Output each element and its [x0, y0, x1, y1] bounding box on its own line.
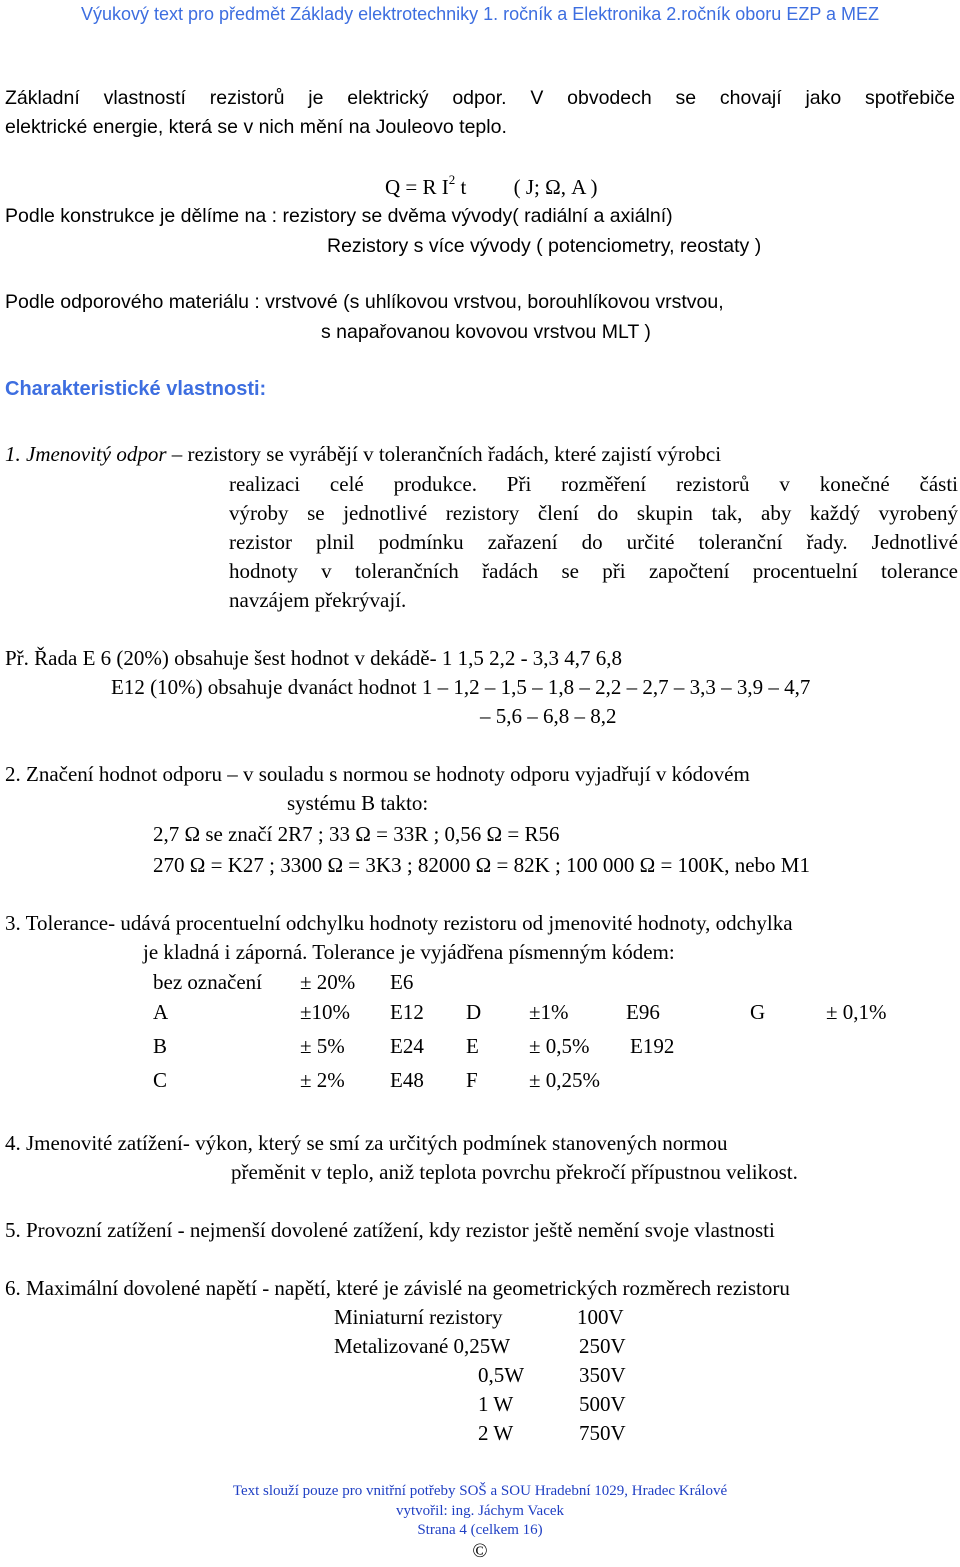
tolerance-row-2-series: E24 [390, 1034, 424, 1058]
tolerance-row-1-tol2: ±1% [529, 1000, 569, 1024]
item6-line-1: 6. Maximální dovolené napětí - napětí, které je závislé na geometrických rozměrech rezistoru [5, 1276, 790, 1300]
formula-t: t [455, 175, 467, 199]
item2-line-3: 2,7 Ω se značí 2R7 ; 33 Ω = 33R ; 0,56 Ω = R56 [153, 822, 560, 846]
voltage-row-4-value: 750V [579, 1421, 626, 1445]
material-line-2: s napařovanou kovovou vrstvou MLT ) [321, 321, 651, 343]
item1-line-4: hodnoty v tolerančních řadách se při započtení procentuelní tolerance [229, 559, 958, 583]
footer-copyright: © [472, 1540, 488, 1562]
item1-title: 1. Jmenovitý odpor [5, 442, 167, 466]
item2-line-4: 270 Ω = K27 ; 3300 Ω = 3K3 ; 82000 Ω = 82K ; 100 000 Ω = 100K, nebo M1 [153, 853, 810, 877]
tolerance-row-1-code3: G [750, 1000, 766, 1024]
intro-line-1: Základní vlastností rezistorů je elektrický odpor. V obvodech se chovají jako spotřebiče [5, 87, 955, 109]
tolerance-row-3-code2: F [466, 1068, 478, 1092]
tolerance-row-0-tol: ± 20% [300, 970, 356, 994]
tolerance-row-1-code2: D [466, 1000, 482, 1024]
voltage-row-0-label: Miniaturní rezistory [334, 1305, 503, 1329]
item3-line-2: je kladná i záporná. Tolerance je vyjádřena písmenným kódem: [143, 940, 675, 964]
tolerance-row-2-series2: E192 [630, 1034, 675, 1058]
tolerance-row-1-tol: ±10% [300, 1000, 351, 1024]
tolerance-row-1-tol3: ± 0,1% [826, 1000, 887, 1024]
voltage-row-1-value: 250V [579, 1334, 626, 1358]
tolerance-row-0-series: E6 [390, 970, 414, 994]
tolerance-row-3-tol2: ± 0,25% [529, 1068, 601, 1092]
tolerance-row-0-label: bez označení [153, 970, 263, 994]
example-line-1: Př. Řada E 6 (20%) obsahuje šest hodnot v dekádě- 1 1,5 2,2 - 3,3 4,7 6,8 [5, 646, 623, 670]
item1-first-line [5, 441, 721, 467]
joule-formula [385, 174, 597, 200]
item5-line-1: 5. Provozní zatížení - nejmenší dovolené zatížení, kdy rezistor ještě nemění svoje vlastnosti [5, 1218, 775, 1242]
item2-line-2: systému B takto: [287, 791, 429, 815]
voltage-row-0-value: 100V [577, 1305, 624, 1329]
footer-author: vytvořil: ing. Jáchym Vacek [395, 1503, 565, 1519]
item4-line-1: 4. Jmenovité zatížení- výkon, který se smí za určitých podmínek stanovených normou [5, 1131, 728, 1155]
tolerance-row-2-tol2: ± 0,5% [529, 1034, 590, 1058]
footer-note: Text slouží pouze pro vnitřní potřeby SOŠ a SOU Hradební 1029, Hradec Králové [232, 1483, 728, 1499]
example-line-3: – 5,6 – 6,8 – 8,2 [480, 704, 617, 728]
tolerance-row-3-tol: ± 2% [300, 1068, 345, 1092]
tolerance-row-1-series2: E96 [626, 1000, 660, 1024]
tolerance-row-1-series: E12 [390, 1000, 424, 1024]
tolerance-row-2-code2: E [466, 1034, 479, 1058]
item1-line-5: navzájem překrývají. [229, 588, 407, 612]
material-line-1: Podle odporového materiálu : vrstvové (s uhlíkovou vrstvou, borouhlíkovou vrstvou, [5, 291, 724, 313]
formula-exponent: 2 [448, 172, 456, 187]
item1-line-1: realizaci celé produkce. Při rozměření rezistorů v konečné části [229, 472, 958, 496]
item4-line-2: přeměnit v teplo, aniž teplota povrchu překročí přípustnou velikost. [231, 1160, 798, 1184]
tolerance-row-2-tol: ± 5% [300, 1034, 345, 1058]
voltage-row-4-label: 2 W [478, 1421, 514, 1445]
item1-line-2: výroby se jednotlivé rezistory člení do skupin tak, aby každý vyrobený [229, 501, 958, 525]
item1-line-3: rezistor plnil podmínku zařazení do určité toleranční řady. Jednotlivé [229, 530, 958, 554]
tolerance-row-3-series: E48 [390, 1068, 424, 1092]
voltage-row-2-value: 350V [579, 1363, 626, 1387]
voltage-row-1-label: Metalizované 0,25W [334, 1334, 511, 1358]
item2-line-1: 2. Značení hodnot odporu – v souladu s normou se hodnoty odporu vyjadřují v kódovém [5, 762, 750, 786]
voltage-row-3-value: 500V [579, 1392, 626, 1416]
voltage-row-2-label: 0,5W [478, 1363, 525, 1387]
item3-line-1: 3. Tolerance- udává procentuelní odchylku hodnoty rezistoru od jmenovité hodnoty, odchylka [5, 911, 793, 935]
tolerance-row-1-code: A [153, 1000, 169, 1024]
item1-lead: – rezistory se vyrábějí v tolerančních řadách, které zajistí výrobci [166, 442, 722, 466]
construction-line-2: Rezistory s více vývody ( potenciometry, reostaty ) [327, 235, 762, 257]
tolerance-row-2-code: B [153, 1034, 168, 1058]
page-header: Výukový text pro předmět Základy elektrotechniky 1. ročník a Elektronika 2.ročník oboru EZP a MEZ [80, 4, 880, 24]
formula-units: ( J; Ω, A ) [513, 175, 598, 199]
section-title: Charakteristické vlastnosti: [5, 378, 267, 400]
intro-line-2: elektrické energie, která se v nich mění na Jouleovo teplo. [5, 116, 507, 138]
voltage-row-3-label: 1 W [478, 1392, 514, 1416]
construction-line-1: Podle konstrukce je dělíme na : rezistory se dvěma vývody( radiální a axiální) [5, 205, 673, 227]
tolerance-row-3-code: C [153, 1068, 168, 1092]
footer-page-number: Strana 4 (celkem 16) [417, 1522, 543, 1538]
example-line-2: E12 (10%) obsahuje dvanáct hodnot 1 – 1,2 – 1,5 – 1,8 – 2,2 – 2,7 – 3,3 – 3,9 – 4,7 [111, 675, 811, 699]
formula-q: Q = R I [385, 175, 449, 199]
